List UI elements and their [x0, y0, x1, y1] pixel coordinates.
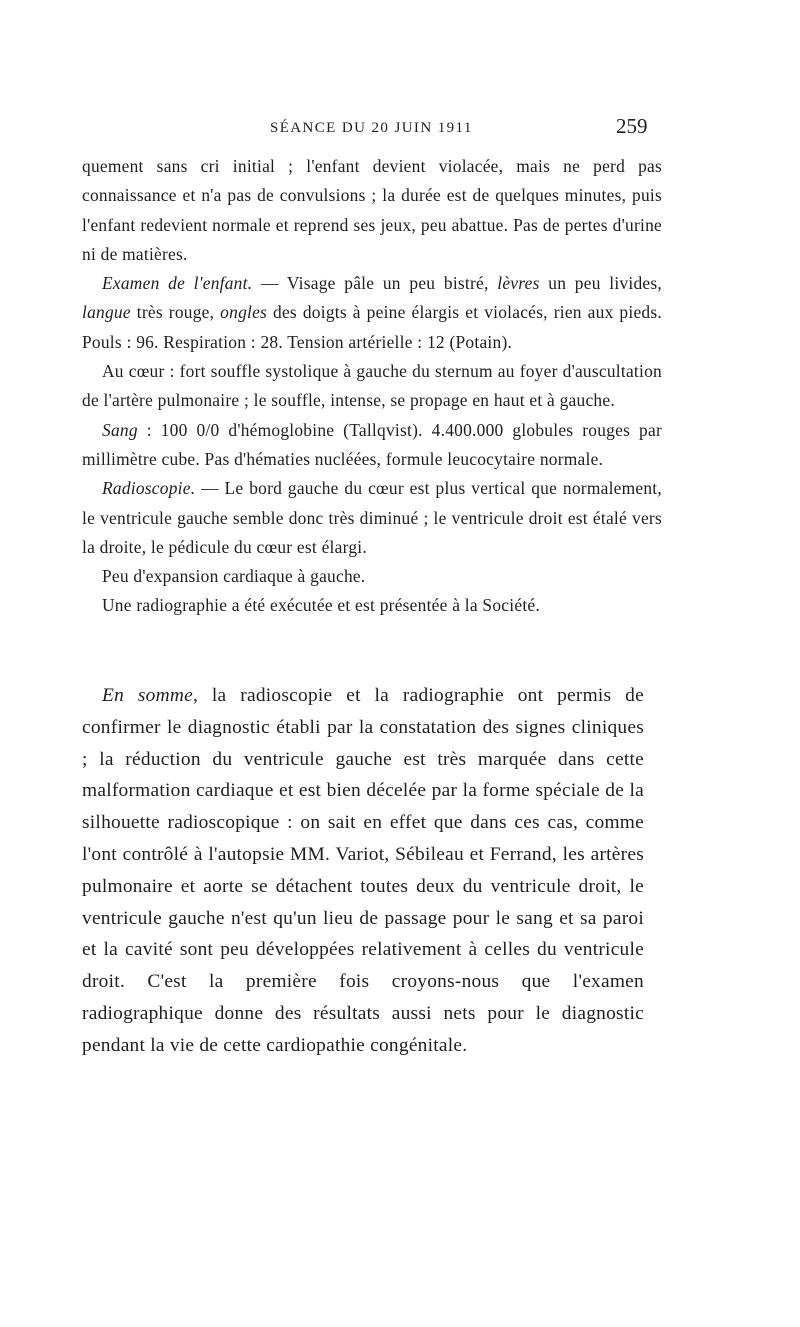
text-run: : 100 0/0 d'hémoglobine (Tallqvist). 4.400.000 globules rouges par millimètre cube. Pas d'hématies nucléées, formule leucocytaire normale.	[82, 419, 662, 469]
section-lead-radioscopie: Radioscopie.	[102, 478, 196, 499]
text-run: — Le bord gauche du cœur est plus vertical que normalement, le ventricule gauche semble donc très diminué ; le ventricule droit est étalé vers la droite, le pédicule du cœur est élargi.	[82, 478, 662, 557]
paragraph-radiographie: Une radiographie a été exécutée et est présentée à la Société.	[102, 595, 540, 616]
page-number: 259	[616, 114, 648, 138]
paragraph-expansion: Peu d'expansion cardiaque à gauche.	[102, 566, 366, 587]
text-run: — Visage pâle un peu bistré,	[252, 273, 498, 294]
paragraph-conclusion	[82, 680, 644, 1062]
text-run: des doigts à peine élargis et violacés, rien aux pieds. Pouls : 96. Respiration : 28. Tension artérielle : 12 (Potain).	[82, 302, 662, 352]
italic-term-langue: langue	[82, 302, 131, 323]
italic-term-levres: lèvres	[497, 273, 540, 294]
text-run: , la radioscopie et la radiographie ont permis de confirmer le diagnostic établi par la constatation des signes cliniques ; la réduction du ventricule gauche est très marquée dans cette malformation cardiaque et est bien décelée par la forme spéciale de la silhouette radioscopique : on sait en effet que dans ces cas, comme l'ont contrôlé à l'autopsie MM. Variot, Sébileau et Ferrand, les artères pulmonaire et aorte se détachent toutes deux du ventricule droit, le ventricule gauche n'est qu'un lieu de passage pour le sang et sa paroi et la cavité sont peu développées relativement à celles du ventricule droit. C'est la première fois croyons-nous que l'examen radiographique donne des résultats aussi nets pour le diagnostic pendant la vie de cette cardiopathie congénitale.	[82, 685, 644, 1056]
text-run: très rouge,	[130, 302, 221, 323]
paragraph-coeur: Au cœur : fort souffle systolique à gauche du sternum au foyer d'auscultation de l'artère pulmonaire ; le souffle, intense, se propage en haut et à gauche.	[82, 361, 662, 411]
paragraph-examen	[82, 269, 662, 357]
paragraph-radioscopie	[82, 474, 662, 562]
italic-term-ongles: ongles	[220, 302, 268, 323]
running-title: SÉANCE DU 20 JUIN 1911	[270, 120, 473, 136]
conclusion-section	[82, 680, 644, 1062]
case-report-section	[82, 152, 662, 621]
section-lead-en-somme: En somme	[102, 685, 193, 706]
section-lead-sang: Sang	[102, 419, 138, 440]
paragraph-sang	[82, 416, 662, 475]
text-run: un peu livides,	[539, 273, 662, 294]
section-lead-examen: Examen de l'enfant.	[102, 273, 253, 294]
paragraph-continuation: quement sans cri initial ; l'enfant devient violacée, mais ne perd pas connaissance et n'a pas de convulsions ; la durée est de quelques minutes, puis l'enfant redevient normale et reprend ses jeux, peu abattue. Pas de pertes d'urine ni de matières.	[82, 156, 662, 264]
running-header	[270, 114, 750, 144]
